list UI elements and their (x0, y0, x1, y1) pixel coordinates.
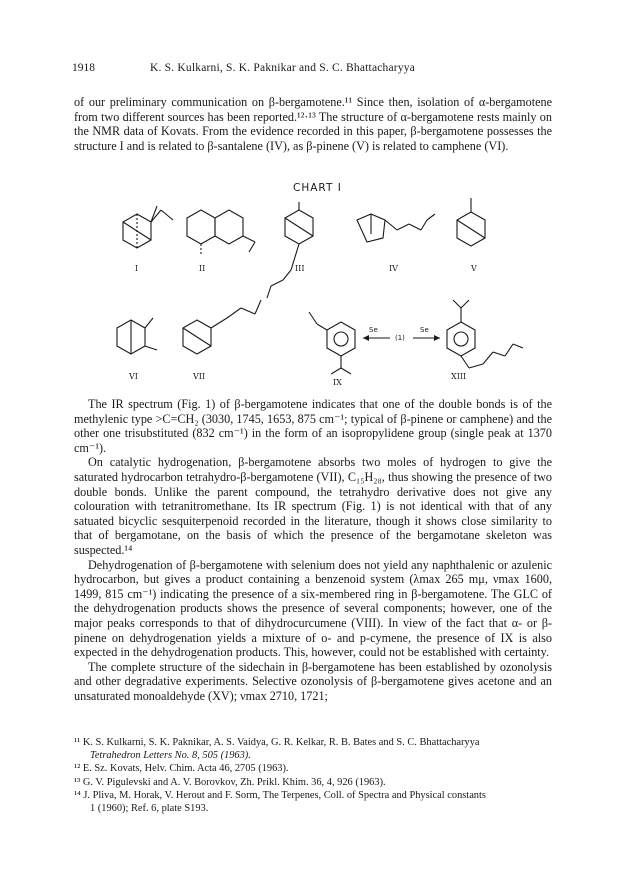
reagent-se-left: Se (369, 326, 378, 334)
paragraph-ozonolysis: The complete structure of the sidechain in β-bergamotene has been established by ozonolysis and other degradative experiments. Selective ozonolysis of β-bergamotene gives acetone and an unsaturated monoaldehyde (XV); νmax 2710, 1721; (74, 659, 552, 703)
paragraph-hydrogenation: On catalytic hydrogenation, β-bergamotene absorbs two moles of hydrogen to give the saturated hydrocarbon tetrahydro-β-bergamotene (VII), C₁₅H₂₈, thus showing the presence of two double bonds. Unlike the parent compound, the tetrahydro derivative does not give any colouration with tetranitromethane. Its IR spectrum (Fig. 1) is not identical with that of any satuated bicyclic sesquiterpenoid recorded in the literature, though it shows close similarity to that of bergamotane, on the basis of which the presence of the bergamotane skeleton was suspected.¹⁴ (74, 455, 552, 557)
body-text (74, 397, 552, 703)
footnote-text: K. S. Kulkarni, S. K. Paknikar, A. S. Vaidya, G. R. Kelkar, R. B. Bates and S. C. Bhattacharyya (82, 737, 480, 748)
arrow-mid-label: (1) (395, 334, 405, 342)
label-V: V (471, 264, 477, 273)
label-I: I (135, 264, 139, 273)
running-authors: K. S. Kulkarni, S. K. Paknikar and S. C. Bhattacharyya (150, 62, 416, 74)
structure-III (267, 202, 313, 298)
structure-V (457, 198, 485, 246)
page-number: 1918 (72, 62, 95, 74)
label-VI: VI (129, 372, 138, 381)
label-IV: IV (389, 264, 398, 273)
label-II: II (199, 264, 206, 273)
paragraph-dehydrogenation: Dehydrogenation of β-bergamotene with selenium does not yield any naphthalenic or azulenic hydrocarbon, but gives a product containing a benzenoid system (λmax 265 mμ, νmax 1600, 1499, 815 cm⁻¹) indicating the presence of a six-membered ring in β-bergamotene. The GLC of the dehydrogenation products shows the presence of several components; however, one of the major peaks corresponds to that of dihydrocurcumene (VIII). In view of the fact that α- or β- pinene on dehydrogenation yields a mixture of o- and p-cymene, the presence of IX is also expected in the dehydrogenation products. This, however, could not be established with certainty. (74, 557, 552, 660)
footnote-text: J. Pliva, M. Horak, V. Herout and F. Sorm, The Terpenes, Coll. of Spectra and Physical constants (83, 789, 486, 801)
footnote-11 (74, 736, 564, 749)
footnotes (74, 736, 564, 815)
footnote-text: G. V. Pigulevski and A. V. Borovkov, Zh. Prikl. Khim. 36, 4, 926 (1963). (82, 776, 386, 788)
structure-II (187, 210, 255, 256)
structure-VI (117, 318, 157, 354)
footnote-mark: ¹³ (74, 776, 81, 788)
structure-VII (183, 300, 261, 354)
label-VII: VII (193, 372, 206, 381)
footnote-14 (74, 789, 564, 802)
footnote-mark: ¹¹ (74, 737, 81, 748)
chart-structures (95, 180, 535, 390)
structure-IX (309, 312, 355, 374)
label-XIII: XIII (451, 372, 467, 381)
footnote-12 (74, 762, 564, 775)
footnote-11-cont: Tetrahedron Letters No. 8, 505 (1963). (90, 750, 251, 762)
structure-IV (357, 214, 435, 242)
label-III: III (295, 264, 305, 273)
structure-drawings (95, 180, 535, 390)
reagent-se-right: Se (420, 326, 429, 334)
structure-I (123, 206, 173, 248)
footnote-13 (74, 776, 564, 789)
paragraph-intro (74, 95, 552, 153)
chart-title: CHART I (293, 182, 342, 194)
footnote-mark: ¹² (74, 763, 81, 775)
footnote-text: E. Sz. Kovats, Helv. Chim. Acta 46, 2705 (1963). (82, 763, 289, 775)
label-IX: IX (333, 378, 342, 387)
structure-XIII (447, 300, 523, 368)
paragraph-text: of our preliminary communication on β-bergamotene.¹¹ Since then, isolation of α-bergamotene from two different sources has been reported.¹²·¹³ The structure of α-bergamotene rests mainly on the NMR data of Kovats. From the evidence recorded in this paper, β-bergamotene possesses the structure I and is related to β-santalene (IV), as β-pinene (V) is related to camphene (VI). (74, 95, 552, 153)
paragraph-ir: The IR spectrum (Fig. 1) of β-bergamotene indicates that one of the double bonds is of the methylenic type >C=CH₂ (3030, 1745, 1653, 875 cm⁻¹; typical of β-pinene or camphene) and the other one trisubstituted (832 cm⁻¹) in the form of an isopropylidene group (single peak at 1370 cm⁻¹). (74, 397, 552, 455)
footnote-mark: ¹⁴ (74, 789, 81, 801)
footnote-14-cont: 1 (1960); Ref. 6, plate S193. (90, 803, 209, 815)
